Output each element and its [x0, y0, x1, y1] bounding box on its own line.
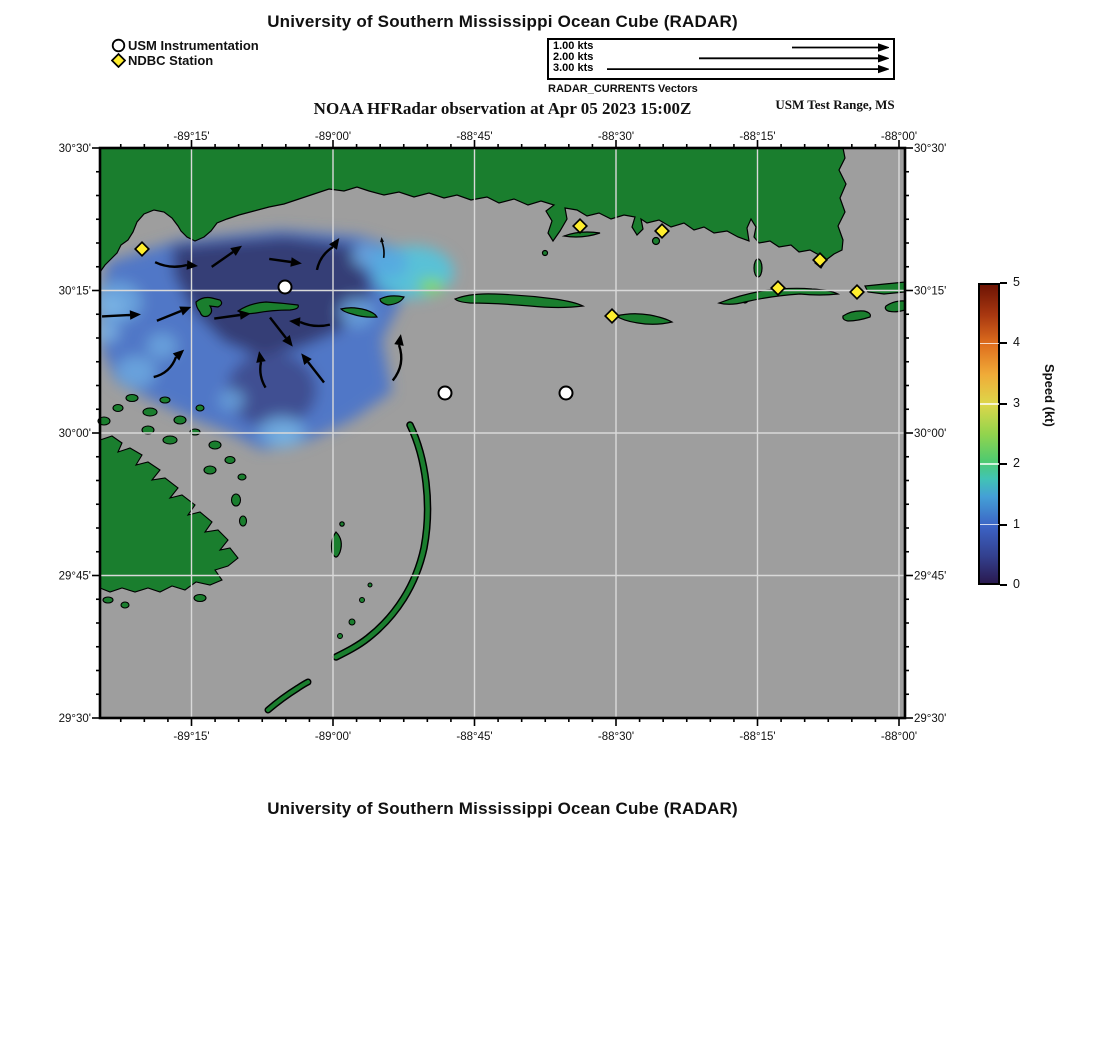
- colorbar-tick-label: 0: [1013, 577, 1020, 591]
- colorbar-tick: [1000, 524, 1007, 526]
- y-axis-label: 29°30': [914, 713, 947, 725]
- colorbar-separator: [980, 343, 999, 345]
- colorbar-separator: [980, 403, 999, 405]
- y-axis-label: 29°45': [58, 570, 91, 583]
- colorbar-tick-label: 5: [1013, 275, 1020, 289]
- y-axis-label: 30°30': [914, 143, 947, 155]
- x-axis-label: -88°30': [597, 731, 635, 743]
- y-axis-label: 30°00': [914, 428, 947, 440]
- x-axis-label: -88°45': [456, 131, 493, 143]
- colorbar-title: Speed (kt): [1042, 364, 1057, 427]
- test-range-label: USM Test Range, MS: [775, 97, 895, 112]
- colorbar-tick: [1000, 342, 1007, 344]
- x-axis-label: -89°15': [173, 131, 210, 143]
- x-axis-label: -89°00': [314, 731, 352, 743]
- x-axis-label: -89°00': [314, 131, 352, 143]
- colorbar-tick: [1000, 584, 1007, 586]
- speed-colorbar: [978, 283, 1000, 585]
- colorbar-tick-label: 2: [1013, 456, 1020, 471]
- usm-station-marker: [439, 387, 452, 400]
- x-axis-label: -88°30': [597, 131, 635, 143]
- x-axis-label: -89°15': [173, 731, 210, 743]
- y-axis-label: 30°30': [58, 143, 91, 155]
- colorbar-tick-label: 3: [1013, 395, 1020, 410]
- vector-scale-label: 1.00 kts: [553, 40, 594, 52]
- usm-instrumentation-label: USM Instrumentation: [128, 38, 259, 53]
- y-axis-label: 29°30': [58, 713, 91, 725]
- colorbar-tick-label: 1: [1013, 516, 1020, 531]
- vector-scale-label: 2.00 kts: [553, 50, 594, 63]
- colorbar-separator: [980, 463, 999, 465]
- colorbar-tick: [1000, 403, 1007, 405]
- y-axis-label: 29°45': [914, 570, 947, 583]
- page-title: University of Southern Mississippi Ocean Cube (RADAR): [267, 12, 738, 31]
- y-axis-label: 30°15': [58, 285, 91, 298]
- x-axis-label: -88°15': [739, 731, 776, 743]
- usm-station-marker: [560, 387, 573, 400]
- x-axis-label: -88°00': [880, 731, 918, 743]
- observation-subtitle: NOAA HFRadar observation at Apr 05 2023 15:00Z: [313, 99, 692, 118]
- colorbar-separator: [980, 524, 999, 526]
- colorbar-tick: [1000, 463, 1007, 465]
- x-axis-label: -88°15': [739, 131, 776, 143]
- x-axis-label: -88°45': [456, 731, 493, 743]
- usm-station-marker: [279, 281, 292, 294]
- ndbc-station-label: NDBC Station: [128, 53, 214, 68]
- x-axis-label: -88°00': [880, 131, 918, 143]
- bottom-page-title: University of Southern Mississippi Ocean Cube (RADAR): [267, 799, 738, 818]
- y-axis-label: 30°15': [914, 285, 947, 298]
- colorbar-tick: [1000, 282, 1007, 284]
- vector-legend-caption: RADAR_CURRENTS Vectors: [548, 83, 698, 95]
- vector-scale-label: 3.00 kts: [553, 61, 594, 74]
- y-axis-label: 30°00': [58, 428, 91, 440]
- colorbar-tick-label: 4: [1013, 335, 1020, 350]
